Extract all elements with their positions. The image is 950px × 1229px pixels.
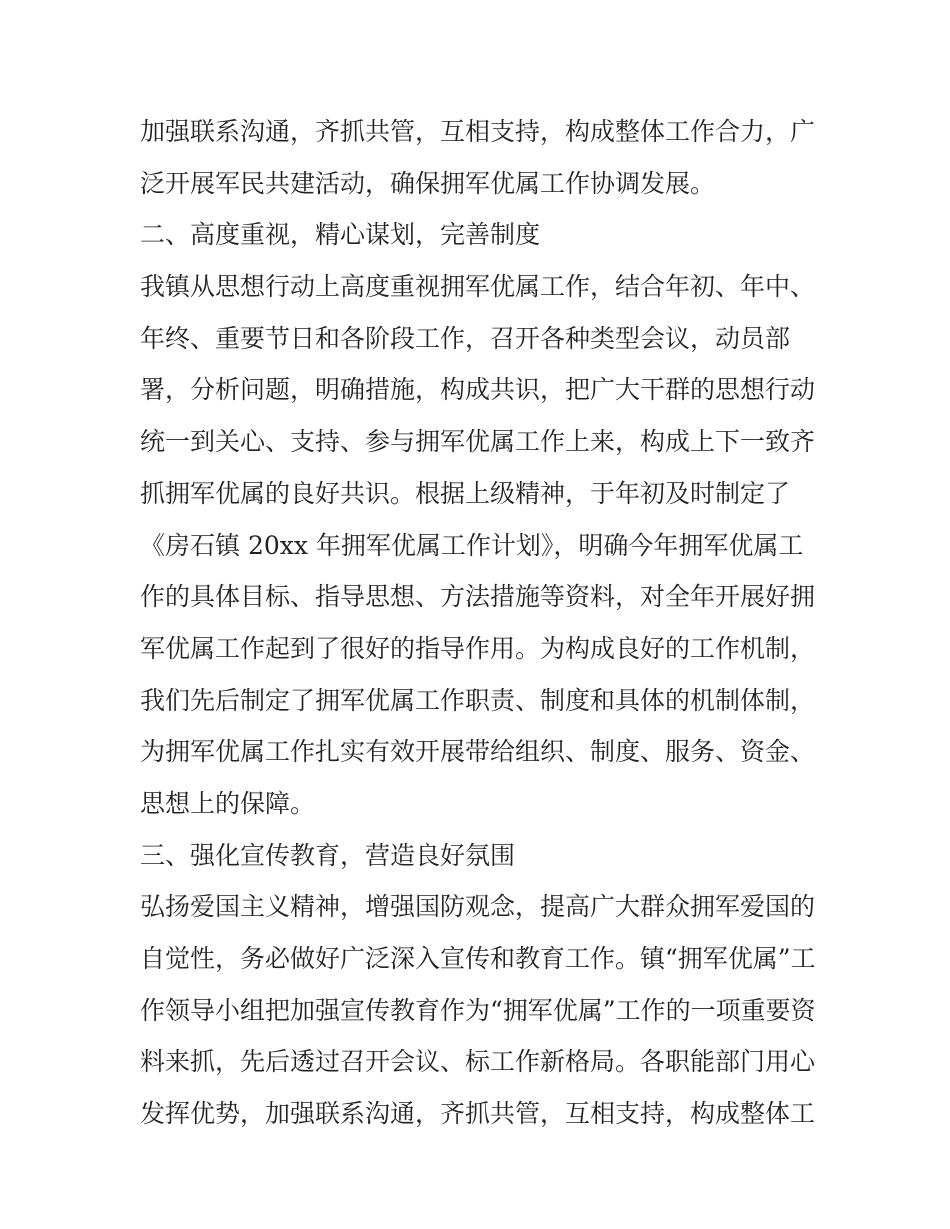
document-body [140,106,820,1140]
text-line: 《房石镇 20xx 年拥军优属工作计划》，明确今年拥军优属工 [140,530,804,560]
text-line: 料来抓，先后透过召开会议、标工作新格局。各职能部门用心 [140,1047,816,1077]
text-line: 发挥优势，加强联系沟通，齐抓共管，互相支持，构成整体工 [140,1099,816,1129]
text-line: 作领导小组把加强宣传教育作为“拥军优属”工作的一项重要资 [140,995,816,1025]
text-line: 年终、重要节日和各阶段工作，召开各种类型会议，动员部 [140,323,791,353]
text-line: 作的具体目标、指导思想、方法措施等资料，对全年开展好拥 [140,582,816,612]
text-line: 加强联系沟通，齐抓共管，互相支持，构成整体工作合力，广 [140,117,816,146]
section-heading: 三、强化宣传教育，营造良好氛围 [140,840,516,870]
text-line: 署，分析问题，明确措施，构成共识，把广大干群的思想行动 [140,375,816,405]
text-line: 军优属工作起到了很好的指导作用。为构成良好的工作机制， [140,633,816,663]
text-line: 统一到关心、支持、参与拥军优属工作上来，构成上下一致齐 [140,427,816,457]
text-line: 我镇从思想行动上高度重视拥军优属工作，结合年初、年中、 [140,272,816,302]
text-line: 我们先后制定了拥军优属工作职责、制度和具体的机制体制， [140,685,816,715]
section-heading: 二、高度重视，精心谋划，完善制度 [140,220,541,250]
text-line: 抓拥军优属的良好共识。根据上级精神，于年初及时制定了 [140,478,791,508]
text-line: 泛开展军民共建活动，确保拥军优属工作协调发展。 [140,168,716,198]
text-line: 思想上的保障。 [140,788,316,818]
text-line: 自觉性，务必做好广泛深入宣传和教育工作。镇“拥军优属”工 [140,944,816,973]
text-line: 为拥军优属工作扎实有效开展带给组织、制度、服务、资金、 [140,737,816,767]
text-line: 弘扬爱国主义精神，增强国防观念，提高广大群众拥军爱国的 [140,892,816,922]
